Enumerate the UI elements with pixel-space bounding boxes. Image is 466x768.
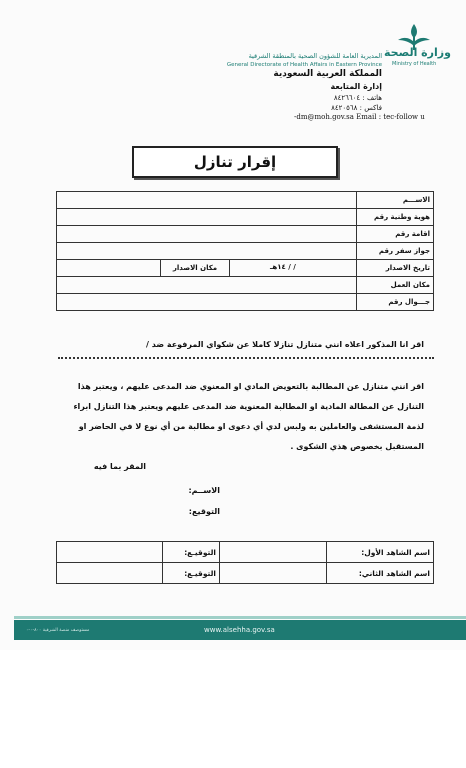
residence-input-cell[interactable]	[57, 226, 357, 243]
email-line: -dm@moh.gov.sa Email : tec-follow u	[294, 113, 425, 121]
footer-code: مستوصف منصة الشرقية ٨٠٠-٠-٠	[26, 628, 90, 633]
personal-info-table	[56, 191, 434, 311]
issue-place-label: مكان الاصدار	[161, 260, 230, 277]
field-label: اقامة رقم	[357, 226, 434, 243]
witness-name-input-cell[interactable]	[220, 563, 327, 584]
field-label: تاريخ الاصدار	[357, 260, 434, 277]
table-row	[57, 192, 434, 209]
kingdom-name: المملكة العربية السعودية	[273, 69, 382, 79]
field-label: مكان العمل	[357, 277, 434, 294]
witness-signature-label: التوقيـع:	[163, 542, 220, 563]
signer-signature-label: التوقيع:	[188, 507, 220, 516]
issue-date-input-cell[interactable]	[230, 260, 357, 277]
directorate-english: General Directorate of Health Affairs in Eastern Province	[226, 62, 382, 68]
paragraph-line: لذمة المستشفى والعاملين به ولبس لدي أي دعوى او مطالبة من أي نوع لا في الحاضر او	[78, 422, 424, 431]
footer-url: www.alsehha.gov.sa	[204, 626, 275, 634]
table-row	[57, 209, 434, 226]
table-row	[57, 294, 434, 311]
signer-name-label: الاســم:	[188, 486, 220, 495]
field-label: جواز سفر رقم	[357, 243, 434, 260]
affirmer-label: المقر بما فيه	[93, 462, 146, 471]
witness-name-input-cell[interactable]	[220, 542, 327, 563]
declaration-line: اقر انا المذكور اعلاه انني متنازل تنازلا كاملا عن شكواي المرفوعة ضد /	[146, 340, 424, 349]
footer-stripe	[14, 616, 466, 619]
issue-place-input-cell[interactable]	[57, 260, 161, 277]
fax-number: فاكس : ٨٤٢٠٥٦٨	[331, 104, 382, 112]
phone-number: هاتف : ٨٤٢٦٦٠٤	[333, 94, 382, 102]
form-title: إقرار تنازل	[132, 146, 338, 178]
workplace-input-cell[interactable]	[57, 277, 357, 294]
date-placeholder: / / ١٤هـ	[270, 263, 296, 271]
national-id-input-cell[interactable]	[57, 209, 357, 226]
paragraph-line: التنازل عن المطالة المادية او المطالبة المعنوية ضد المدعى عليهم ويعتبر هذا التنازل ابراء	[73, 402, 424, 411]
dotted-fill-line	[58, 357, 434, 359]
brand-arabic: وزارة الصحة	[384, 46, 451, 59]
table-row	[57, 563, 434, 584]
name-input-cell[interactable]	[57, 192, 357, 209]
table-row	[57, 260, 434, 277]
witnesses-table	[56, 541, 434, 584]
field-label: هوية وطنية رقم	[357, 209, 434, 226]
field-label: الاســـم	[357, 192, 434, 209]
field-label: جـــوال رقم	[357, 294, 434, 311]
table-row	[57, 243, 434, 260]
mobile-input-cell[interactable]	[57, 294, 357, 311]
department-name: إدارة المتابعة	[330, 82, 382, 91]
table-row	[57, 226, 434, 243]
table-row	[57, 542, 434, 563]
witness-signature-input-cell[interactable]	[57, 542, 163, 563]
directorate-arabic: المديرية العامة للشؤون الصحية بالمنطقة الشرقية	[248, 52, 382, 60]
witness-signature-input-cell[interactable]	[57, 563, 163, 584]
witness-name-label: اسم الشاهد الثاني:	[327, 563, 434, 584]
paragraph-line: اقر انني متنازل عن المطالبة بالتعويض المادي او المعنوي ضد المدعى عليهم ، ويعتبر هذا	[77, 382, 424, 391]
paragraph-line: المستقبل بخصوص هذي الشكوى .	[290, 442, 424, 451]
blank-area	[0, 650, 466, 768]
witness-signature-label: التوقيـع:	[163, 563, 220, 584]
table-row	[57, 277, 434, 294]
brand-english: Ministry of Health	[392, 61, 437, 67]
passport-input-cell[interactable]	[57, 243, 357, 260]
witness-name-label: اسم الشاهد الأول:	[327, 542, 434, 563]
